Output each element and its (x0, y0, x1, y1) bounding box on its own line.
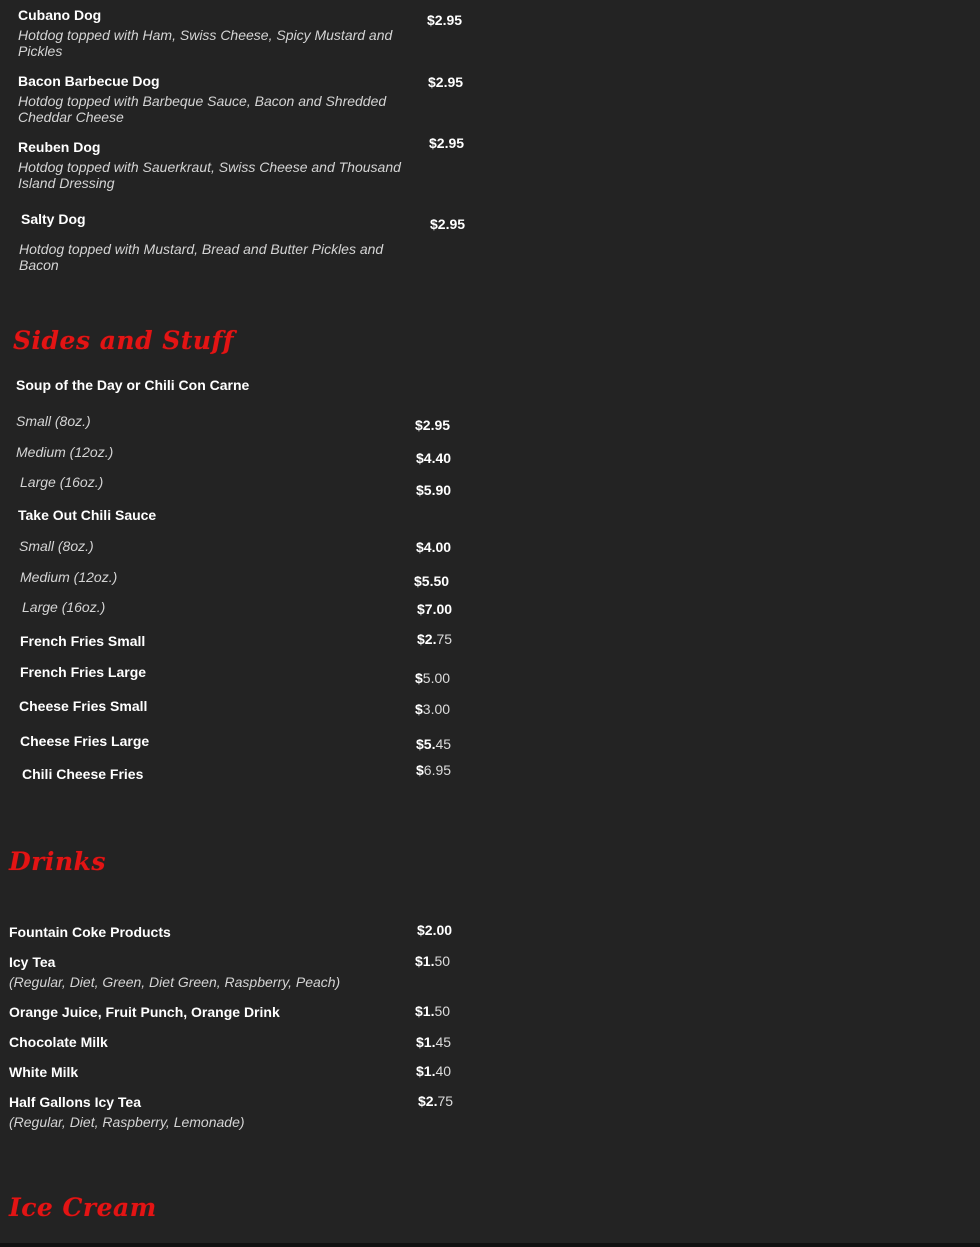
item-price: $1.45 (416, 1034, 452, 1050)
item-name: Orange Juice, Fruit Punch, Orange Drink (9, 1004, 280, 1020)
item-name: French Fries Large (20, 664, 147, 680)
item-price: $3.00 (415, 701, 451, 717)
size-label: Medium (12oz.) (16, 444, 114, 460)
page-bottom-edge (0, 1243, 980, 1247)
soup-title: Soup of the Day or Chili Con Carne (16, 377, 250, 393)
size-price: $5.50 (414, 573, 450, 589)
item-price: $6.95 (416, 762, 452, 778)
item-price: $2.95 (428, 74, 464, 90)
item-price: $2.75 (418, 1093, 454, 1109)
size-label: Medium (12oz.) (20, 569, 118, 585)
item-price: $5.00 (415, 670, 451, 686)
item-price: $1.50 (415, 953, 451, 969)
size-label: Large (16oz.) (22, 599, 106, 615)
item-description: Hotdog topped with Mustard, Bread and Butter Pickles and Bacon (19, 241, 384, 273)
item-name: Fountain Coke Products (9, 924, 171, 940)
item-name: Bacon Barbecue Dog (18, 73, 160, 89)
item-price: $5.45 (416, 736, 452, 752)
size-label: Large (16oz.) (20, 474, 104, 490)
item-description: Hotdog topped with Barbeque Sauce, Bacon and Shredded Cheddar Cheese (18, 93, 387, 125)
item-name: Chocolate Milk (9, 1034, 108, 1050)
size-price: $5.90 (416, 482, 452, 498)
item-name: Reuben Dog (18, 139, 101, 155)
item-price: $2.00 (417, 922, 453, 938)
section-heading-sides: Sides and Stuff (13, 326, 235, 355)
size-price: $7.00 (417, 601, 453, 617)
item-name: Chili Cheese Fries (22, 766, 144, 782)
item-description: Hotdog topped with Sauerkraut, Swiss Cheese and Thousand Island Dressing (18, 159, 401, 191)
item-price: $2.95 (430, 216, 466, 232)
size-price: $4.40 (416, 450, 452, 466)
item-name: Icy Tea (9, 954, 56, 970)
item-name: French Fries Small (20, 633, 146, 649)
size-label: Small (8oz.) (19, 538, 94, 554)
size-price: $2.95 (415, 417, 451, 433)
item-description: (Regular, Diet, Green, Diet Green, Raspberry, Peach) (9, 974, 341, 990)
item-price: $1.50 (415, 1003, 451, 1019)
section-heading-ice-cream: Ice Cream (9, 1193, 157, 1222)
item-price: $2.95 (429, 135, 465, 151)
size-price: $4.00 (416, 539, 452, 555)
item-price: $2.75 (417, 631, 453, 647)
item-name: Cheese Fries Large (20, 733, 150, 749)
item-name: Cubano Dog (18, 7, 102, 23)
item-price: $1.40 (416, 1063, 452, 1079)
item-description: (Regular, Diet, Raspberry, Lemonade) (9, 1114, 245, 1130)
item-name: Salty Dog (21, 211, 86, 227)
item-price: $2.95 (427, 12, 463, 28)
item-name: Half Gallons Icy Tea (9, 1094, 142, 1110)
item-description: Hotdog topped with Ham, Swiss Cheese, Spicy Mustard and Pickles (18, 27, 393, 59)
size-label: Small (8oz.) (16, 413, 91, 429)
item-name: Cheese Fries Small (19, 698, 148, 714)
section-heading-drinks: Drinks (9, 847, 106, 876)
chili-sauce-title: Take Out Chili Sauce (18, 507, 157, 523)
item-name: White Milk (9, 1064, 79, 1080)
